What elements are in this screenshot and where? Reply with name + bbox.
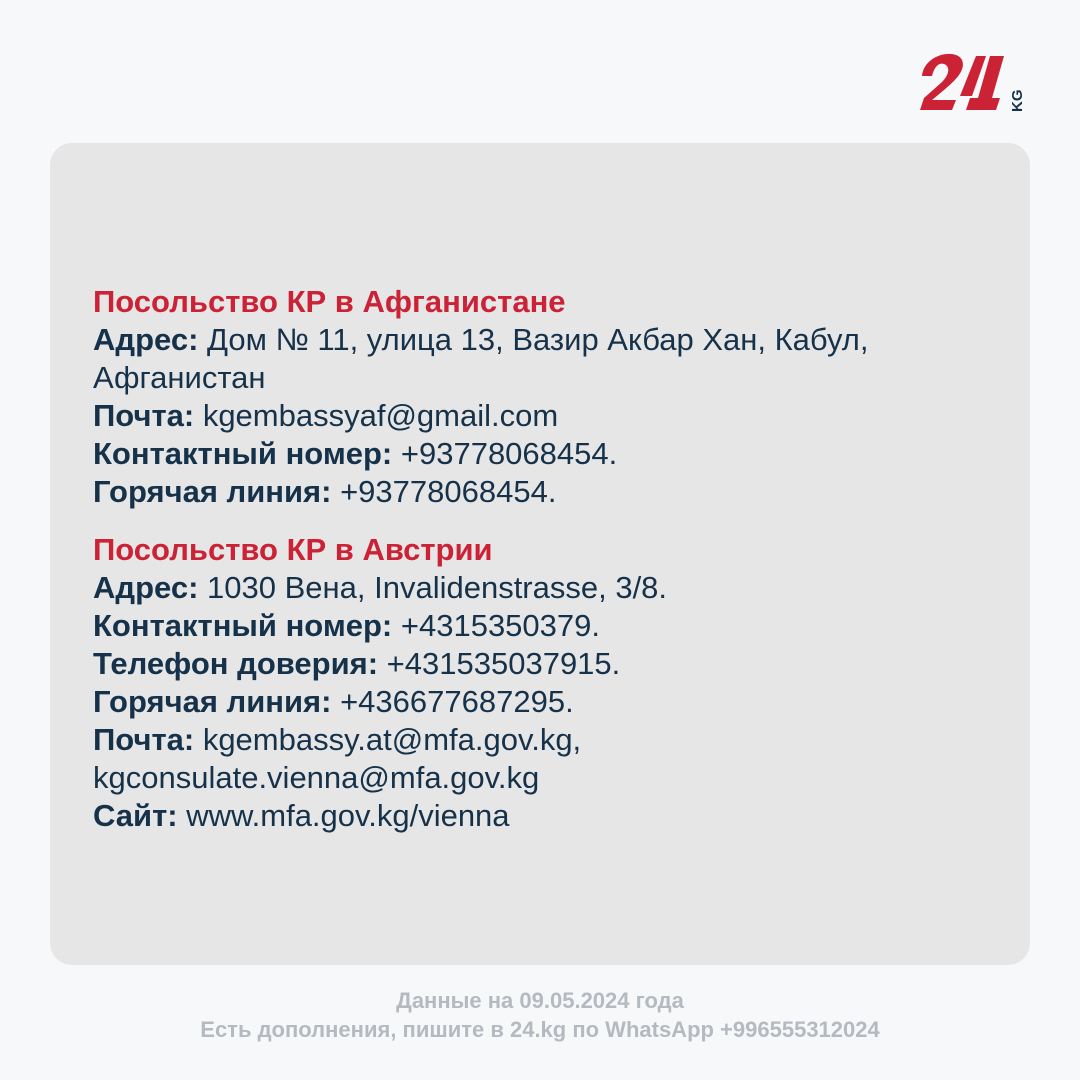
address-value: Дом № 11, улица 13, Вазир Акбар Хан, Кабул, Афганистан (93, 322, 869, 395)
logo-mark (920, 54, 1004, 110)
hotline-label: Горячая линия: (93, 684, 332, 719)
logo-suffix: KG (1009, 89, 1026, 112)
embassy-title: Посольство КР в Афганистане (93, 284, 566, 319)
email-line (93, 721, 993, 759)
footer-date: Данные на 09.05.2024 года (396, 988, 684, 1013)
card-content (93, 283, 993, 835)
embassy-austria (93, 531, 993, 835)
hotline-line (93, 683, 993, 721)
address-line (93, 569, 993, 607)
email-label: Почта: (93, 722, 195, 757)
email-value-2[interactable]: kgconsulate.vienna@mfa.gov.kg (93, 760, 540, 795)
contact-line (93, 607, 993, 645)
email-label: Почта: (93, 398, 195, 433)
hotline-line (93, 473, 993, 511)
trust-value: +431535037915. (378, 646, 621, 681)
footer-note (0, 986, 1080, 1044)
email-value[interactable]: kgembassy.at@mfa.gov.kg, (194, 722, 582, 757)
address-value: 1030 Вена, Invalidenstrasse, 3/8. (198, 570, 668, 605)
hotline-value: +93778068454. (331, 474, 557, 509)
contact-label: Контактный номер: (93, 436, 393, 471)
email-value[interactable]: kgembassyaf@gmail.com (194, 398, 559, 433)
hotline-label: Горячая линия: (93, 474, 332, 509)
footer-contact: Есть дополнения, пишите в 24.kg по WhatsApp +996555312024 (200, 1017, 880, 1042)
hotline-value: +436677687295. (331, 684, 574, 719)
contact-label: Контактный номер: (93, 608, 393, 643)
site-label: Сайт: (93, 798, 178, 833)
embassy-afghanistan (93, 283, 993, 511)
contact-line (93, 435, 993, 473)
contact-value: +93778068454. (392, 436, 618, 471)
address-label: Адрес: (93, 322, 199, 357)
email-line (93, 397, 993, 435)
site-line (93, 797, 993, 835)
email-line-2 (93, 759, 993, 797)
embassy-title: Посольство КР в Австрии (93, 532, 493, 567)
contact-value: +4315350379. (392, 608, 601, 643)
address-line (93, 321, 993, 397)
trust-label: Телефон доверия: (93, 646, 379, 681)
brand-logo[interactable] (920, 48, 1036, 116)
trust-line (93, 645, 993, 683)
address-label: Адрес: (93, 570, 199, 605)
site-link[interactable]: www.mfa.gov.kg/vienna (177, 798, 510, 833)
